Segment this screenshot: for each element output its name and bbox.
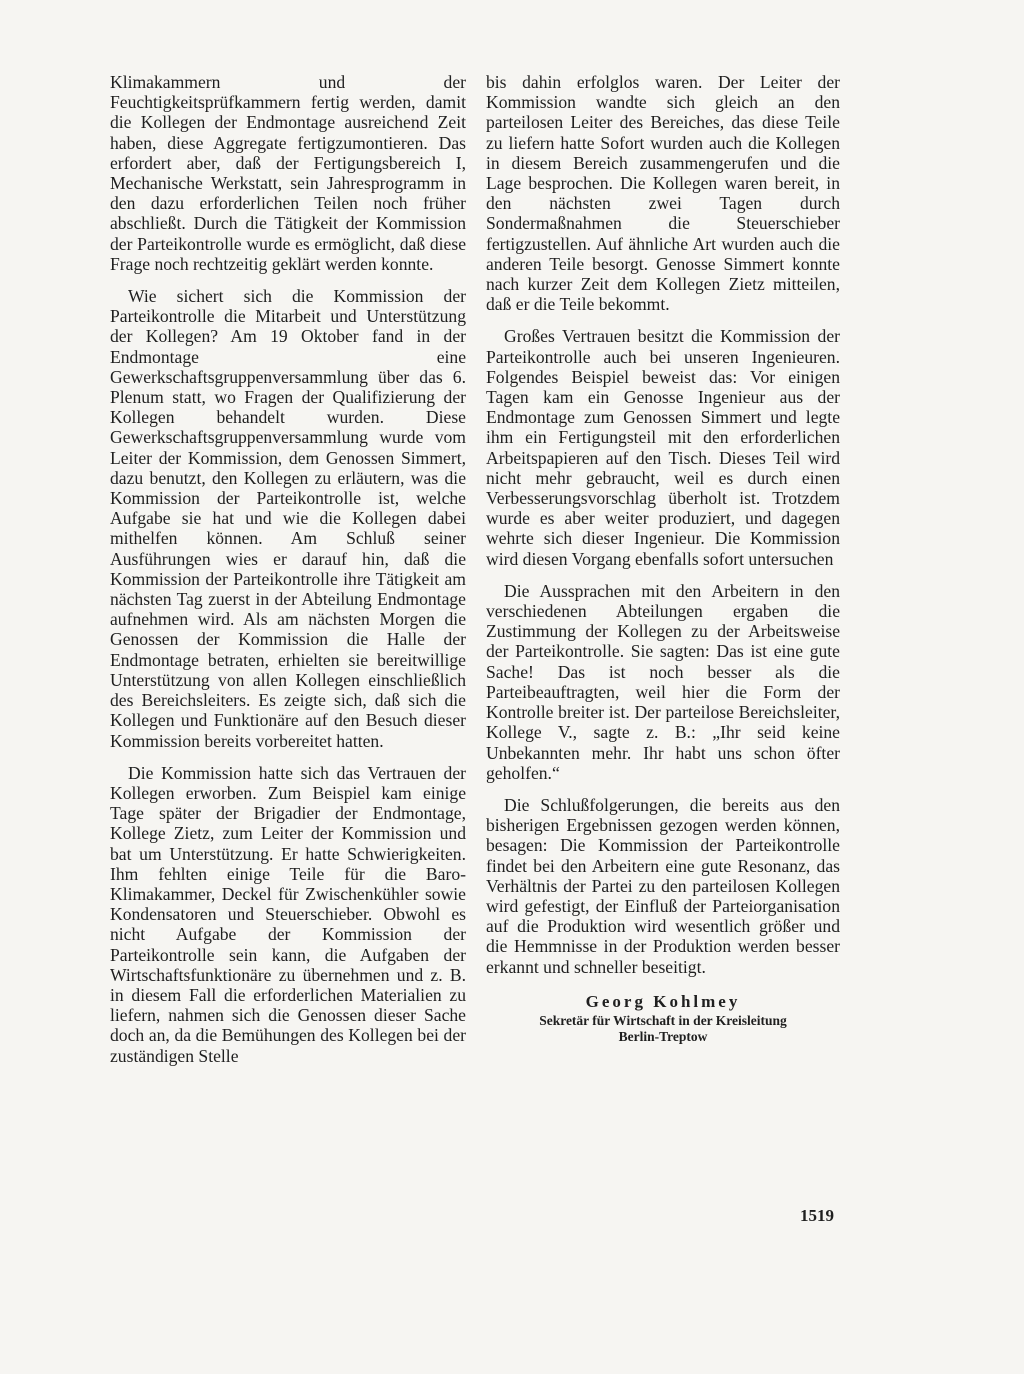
paragraph: Großes Vertrauen besitzt die Kommission der Parteikontrolle auch bei unseren Ingenieuren. Folgendes Beispiel beweist das: Vor einigen Tagen kam ein Genosse Ingenieur aus der Endmontage zum Genossen Simmert und legte ihm ein Fertigungsteil mit den erforderlichen Arbeitspapieren auf den Tisch. Dieses Teil wird nicht mehr gebraucht, weil es durch einen Verbesserungsvorschlag überholt ist. Trotzdem wurde es aber weiter produziert, und dagegen wehrte sich dieser Ingenieur. Die Kommission wird diesen Vorgang ebenfalls sofort untersuchen [486, 326, 840, 569]
paragraph: Die Schlußfolgerungen, die bereits aus den bisherigen Ergebnissen gezogen werden können, besagen: Die Kommission der Parteikontrolle findet bei den Arbeitern eine gute Resonanz, das Verhältnis der Partei zu den parteilosen Kollegen wird gefestigt, der Einfluß der Parteiorganisation auf die Produktion wird wesentlich größer und die Hemmnisse in der Produktion werden besser erkannt und schneller beseitigt. [486, 794, 840, 977]
signature-block [486, 991, 840, 1045]
paragraph: Wie sichert sich die Kommission der Parteikontrolle die Mitarbeit und Unterstützung der Kollegen? Am 19 Oktober fand in der Endmontage eine Gewerkschaftsgruppenversammlung über das 6. Plenum statt, wo Fragen der Qualifizierung der Kollegen behandelt wurden. Diese Gewerkschaftsgruppenversammlung wurde vom Leiter der Kommission, dem Genossen Simmert, dazu benutzt, den Kollegen zu erläutern, was die Kommission der Parteikontrolle ist, welche Aufgabe sie hat und wie die Kollegen dabei mithelfen können. Am Schluß seiner Ausführungen wies er darauf hin, daß die Kommission der Parteikontrolle ihre Tätigkeit am nächsten Tag zuerst in der Abteilung Endmontage aufnehmen wird. Als am nächsten Morgen die Genossen der Kommission die Halle der Endmontage betraten, erhielten sie bereitwillige Unterstützung von allen Kollegen einschließlich des Bereichsleiters. Es zeigte sich, daß sich die Kollegen und Funktionäre auf den Besuch dieser Kommission bereits vorbereitet hatten. [110, 286, 466, 751]
left-column [110, 72, 466, 1078]
right-column [486, 72, 840, 1045]
author-name: Georg Kohlmey [585, 991, 741, 1011]
paragraph: Die Aussprachen mit den Arbeitern in den verschiedenen Abteilungen ergaben die Zustimmung der Kollegen zu der Arbeitsweise der Parteikontrolle. Sie sagten: Das ist eine gute Sache! Das ist noch besser als die Parteibeauftragten, weil hier die Form der Kontrolle breiter ist. Der parteilose Bereichsleiter, Kollege V., sagte z. B.: „Ihr seid keine Unbekannten mehr. Ihr habt uns schon öfter geholfen.“ [486, 580, 840, 783]
author-location: Berlin-Treptow [618, 1028, 708, 1044]
paragraph: Klimakammern und der Feuchtigkeitsprüfkammern fertig werden, damit die Kollegen der Endmontage ausreichend Zeit haben, diese Aggregate fertigzumontieren. Das erfordert aber, daß der Fertigungsbereich I, Mechanische Werkstatt, sein Jahresprogramm in den dazu erforderlichen Teilen noch früher abschließt. Durch die Tätigkeit der Kommission der Parteikontrolle wurde es ermöglicht, daß diese Frage noch rechtzeitig geklärt werden konnte. [110, 72, 466, 274]
page-number: 1519 [800, 1206, 834, 1225]
author-role: Sekretär für Wirtschaft in der Kreisleitung [539, 1012, 787, 1028]
paragraph: bis dahin erfolglos waren. Der Leiter der Kommission wandte sich gleich an den parteilosen Leiter des Bereiches, das diese Teile zu liefern hatte Sofort wurden auch die Kollegen in diesem Bereich zusammengerufen und die Lage besprochen. Die Kollegen waren bereit, in den nächsten zwei Tagen durch Sondermaßnahmen die Steuerschieber fertigzustellen. Auf ähnliche Art wurden auch die anderen Teile besorgt. Genosse Simmert konnte nach kurzer Zeit dem Kollegen Zietz mitteilen, daß er die Teile bekommt. [486, 72, 840, 315]
paragraph: Die Kommission hatte sich das Vertrauen der Kollegen erworben. Zum Beispiel kam einige Tage später der Brigadier der Endmontage, Kollege Zietz, zum Leiter der Kommission und bat um Unterstützung. Er hatte Schwierigkeiten. Ihm fehlten einige Teile für die Baro-Klimakammer, Deckel für Zwischenkühler sowie Kondensatoren und Steuerschieber. Obwohl es nicht Aufgabe der Kommission der Parteikontrolle sein kann, die Aufgaben der Wirtschaftsfunktionäre zu übernehmen und z. B. in diesem Fall die erforderlichen Materialien zu liefern, nahmen sich die Genossen dieser Sache doch an, da die Bemühungen des Kollegen bei der zuständigen Stelle [110, 762, 466, 1066]
